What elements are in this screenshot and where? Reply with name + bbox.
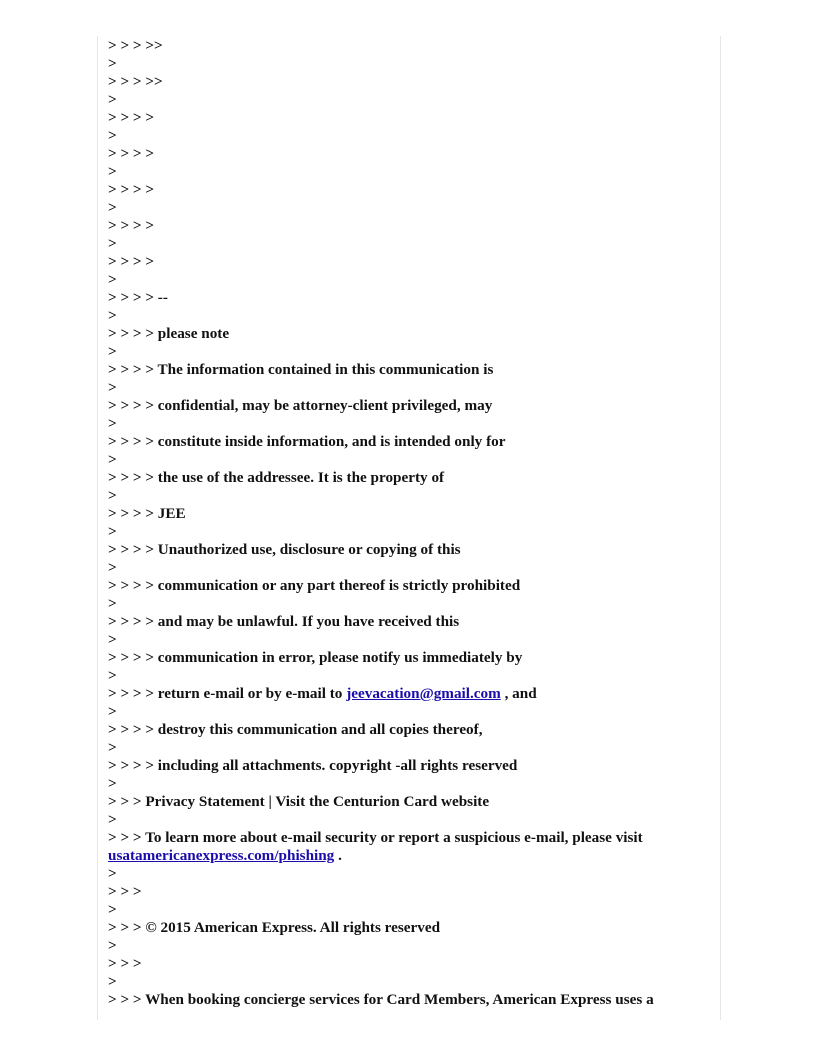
phishing-line-prefix: > > > To learn more about e-mail security or report a suspicious e-mail, please visit — [108, 829, 643, 846]
email-body — [108, 37, 708, 1009]
text-line: > — [108, 667, 117, 684]
text-line: > — [108, 235, 117, 252]
text-line: > — [108, 775, 117, 792]
text-line: > — [108, 523, 117, 540]
text-line: > — [108, 271, 117, 288]
text-line: > — [108, 487, 117, 504]
text-line: > > > > communication in error, please notify us immediately by — [108, 649, 523, 666]
text-line: > > > > — [108, 145, 155, 162]
text-line: > — [108, 937, 117, 954]
email-line-prefix: > > > > return e-mail or by e-mail to — [108, 685, 347, 702]
text-line: > — [108, 901, 117, 918]
privacy-statement-line: > > > Privacy Statement | Visit the Centurion Card website — [108, 793, 490, 810]
text-line: > — [108, 595, 117, 612]
email-link[interactable]: jeevacation@gmail.com — [346, 685, 501, 702]
text-line: > > > > Unauthorized use, disclosure or copying of this — [108, 541, 461, 558]
text-line: > > > >> — [108, 37, 163, 54]
text-line: > > > > constitute inside information, and is intended only for — [108, 433, 506, 450]
text-line: > — [108, 343, 117, 360]
text-line: > — [108, 379, 117, 396]
text-line: > > > When booking concierge services for Card Members, American Express uses a — [108, 991, 654, 1008]
text-line: > — [108, 127, 117, 144]
text-line: > > > > confidential, may be attorney-client privileged, may — [108, 397, 493, 414]
text-line: > > > > destroy this communication and all copies thereof, — [108, 721, 483, 738]
text-line: > — [108, 451, 117, 468]
text-line: > — [108, 703, 117, 720]
text-line: > > > > communication or any part thereof is strictly prohibited — [108, 577, 521, 594]
email-contact-line — [108, 685, 708, 703]
email-line-suffix: , and — [500, 685, 537, 702]
text-line: > — [108, 865, 117, 882]
text-line: > — [108, 811, 117, 828]
text-line: > — [108, 415, 117, 432]
phishing-info-line — [108, 829, 708, 865]
phishing-link[interactable]: usatamericanexpress.com/phishing — [108, 847, 335, 864]
text-line: > — [108, 307, 117, 324]
text-line: > > > — [108, 883, 142, 900]
text-line: > > > > — [108, 253, 155, 270]
text-line: > > > > including all attachments. copyright -all rights reserved — [108, 757, 518, 774]
text-line: > > > > please note — [108, 325, 230, 342]
text-line: > > > >> — [108, 73, 163, 90]
text-line: > > > > — [108, 181, 155, 198]
text-line: > — [108, 91, 117, 108]
text-line: > > > > — [108, 217, 155, 234]
text-line: > > > > JEE — [108, 505, 186, 522]
text-line: > — [108, 973, 117, 990]
text-line: > — [108, 55, 117, 72]
text-line: > > > — [108, 955, 142, 972]
text-line: > > > > and may be unlawful. If you have received this — [108, 613, 460, 630]
text-line: > > > > — [108, 109, 155, 126]
text-line: > > > > the use of the addressee. It is the property of — [108, 469, 445, 486]
text-line: > — [108, 163, 117, 180]
text-line: > — [108, 559, 117, 576]
text-line: > — [108, 199, 117, 216]
text-line: > — [108, 739, 117, 756]
copyright-line: > > > © 2015 American Express. All rights reserved — [108, 919, 441, 936]
text-line: > — [108, 631, 117, 648]
text-line: > > > > -- — [108, 289, 168, 306]
text-line: > > > > The information contained in this communication is — [108, 361, 494, 378]
phishing-line-suffix: . — [334, 847, 342, 864]
